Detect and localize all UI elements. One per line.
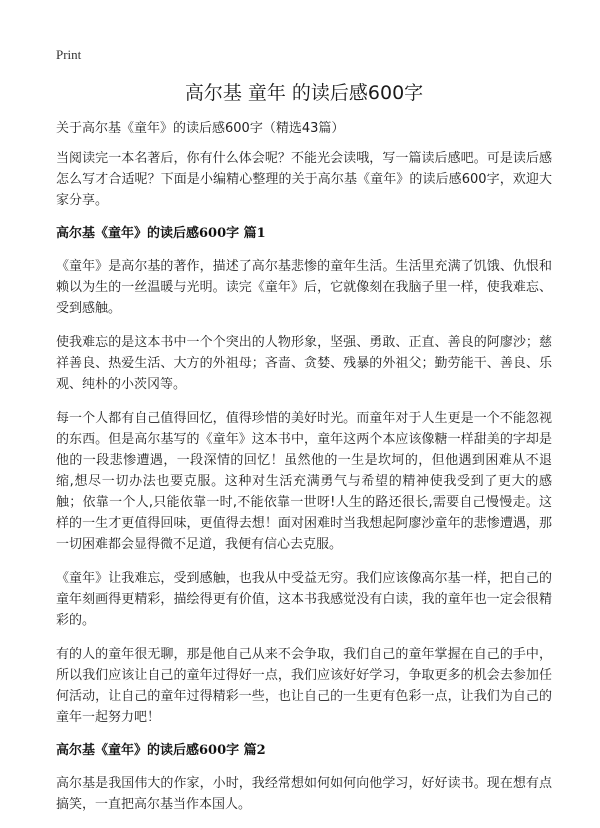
section-heading-1: 高尔基《童年》的读后感600字 篇1	[56, 226, 266, 241]
page-title: 高尔基 童年 的读后感600字	[184, 82, 424, 104]
section-1-paragraph: 每一个人都有自己值得回忆，值得珍惜的美好时光。而童年对于人生更是一个不能忽视的东西。但是高尔基写的《童年》这本书中，童年这两个本应该像糖一样甜美的字却是他的一段悲惨遭遇，一段深情的回忆！虽然他的一生是坎坷的，但他遇到困难从不退缩,想尽一切办法也要克服。这种对生活充满勇气与希望的精神使我受到了更大的感触；依靠一个人,只能依靠一时,不能依靠一世呀!人生的路还很长,需要自己慢慢走。这样的一生才更值得回味，更值得去想！面对困难时当我想起阿廖沙童年的悲惨遭遇，那一切困难都会显得微不足道，我便有信心去克服。	[56, 411, 552, 552]
section-1-paragraph: 《童年》是高尔基的著作，描述了高尔基悲惨的童年生活。生活里充满了饥饿、仇恨和赖以为生的一丝温暖与光明。读完《童年》后，它就像刻在我脑子里一样，使我难忘、受到感触。	[56, 259, 552, 316]
section-heading-2: 高尔基《童年》的读后感600字 篇2	[56, 743, 266, 758]
intro-paragraph: 当阅读完一本名著后，你有什么体会呢？不能光会读哦，写一篇读后感吧。可是读后感怎么写才合适呢？下面是小编精心整理的关于高尔基《童年》的读后感600字，欢迎大家分享。	[56, 151, 552, 208]
section-1-paragraph: 使我难忘的是这本书中一个个突出的人物形象，坚强、勇敢、正直、善良的阿廖沙；慈祥善良、热爱生活、大方的外祖母；吝啬、贪婪、残暴的外祖父；勤劳能干、善良、乐观、纯朴的小茨冈等。	[56, 335, 552, 392]
section-1-paragraph: 《童年》让我难忘，受到感触，也我从中受益无穷。我们应该像高尔基一样，把自己的童年刻画得更精彩，描绘得更有价值，这本书我感觉没有白读，我的童年也一定会很精彩的。	[56, 571, 552, 628]
print-link[interactable]: Print	[56, 47, 82, 62]
document-subtitle: 关于高尔基《童年》的读后感600字（精选43篇）	[56, 121, 345, 136]
section-2-paragraph: 高尔基是我国伟大的作家，小时，我经常想如何如何向他学习，好好读书。现在想有点搞笑，一直把高尔基当作本国人。	[56, 776, 552, 812]
section-1-paragraph: 有的人的童年很无聊，那是他自己从来不会争取，我们自己的童年掌握在自己的手中，所以我们应该让自己的童年过得好一点，我们应该好好学习，争取更多的机会去参加任何活动，让自己的童年过得精彩一些，也让自己的一生更有色彩一点，让我们为自己的童年一起努力吧！	[56, 647, 552, 725]
article-body	[56, 148, 552, 828]
